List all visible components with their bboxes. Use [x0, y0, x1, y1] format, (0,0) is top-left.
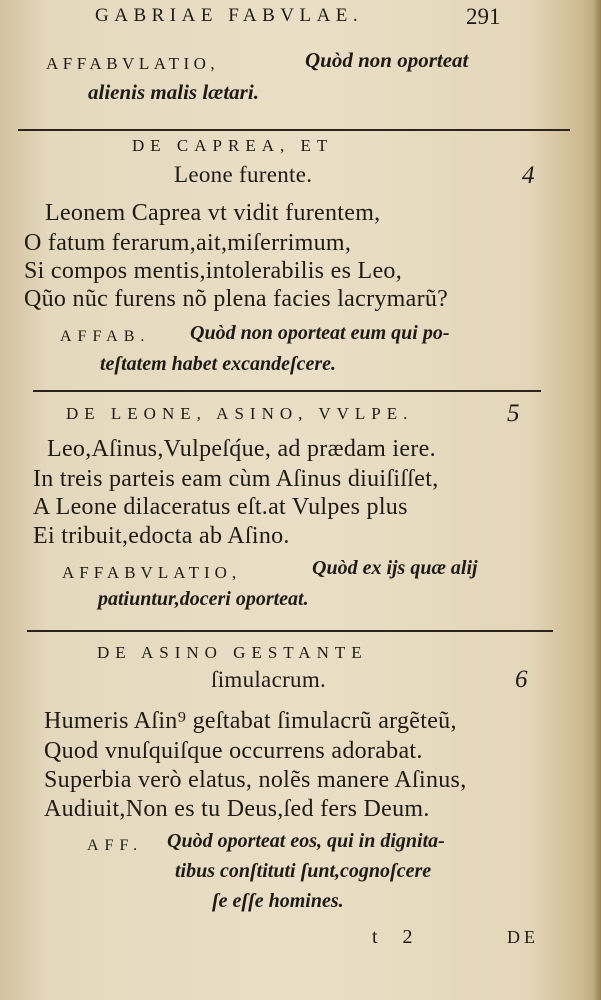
moral-label: AFFABVLATIO,: [62, 563, 242, 582]
verse-line: Quod vnuſquiſque occurrens adorabat.: [44, 738, 423, 764]
fable-title: Leone furente.: [174, 162, 313, 187]
verse-line: Qũo nũc furens nõ plena facies lacrymarũ?: [24, 286, 449, 312]
moral-text: alienis malis lætari.: [88, 80, 259, 104]
moral-label: AFF.: [87, 837, 144, 854]
moral-text: ſe eſſe homines.: [212, 890, 344, 912]
verse-line: O fatum ferarum,ait,miſerrimum,: [24, 230, 352, 256]
verse-line: In treis parteis eam cùm Aſinus diuiſiſſet,: [33, 466, 439, 492]
verse-line: Humeris Aſin⁹ geſtabat ſimulacrũ argẽteũ,: [44, 708, 457, 734]
verse-line: Ei tribuit,edocta ab Aſino.: [33, 523, 290, 549]
fable-title: DE ASINO GESTANTE: [97, 643, 368, 662]
moral-text: Quòd ex ijs quæ alij: [312, 557, 478, 579]
verse-line: Leo,Aſinus,Vulpeſq́ue, ad prædam iere.: [47, 436, 436, 462]
verse-line: A Leone dilaceratus eſt.at Vulpes plus: [33, 494, 408, 520]
verse-line: Si compos mentis,intolerabilis es Leo,: [24, 258, 403, 284]
moral-text: Quòd non oporteat eum qui po-: [190, 322, 450, 344]
signature-mark: t 2: [372, 926, 423, 948]
page-number: 291: [466, 4, 501, 29]
verse-line: Audiuit,Non es tu Deus,ſed fers Deum.: [44, 796, 430, 822]
moral-text: Quòd oporteat eos, qui in dignita-: [167, 830, 445, 852]
fable-title: DE LEONE, ASINO, VVLPE.: [66, 404, 414, 423]
moral-label: AFFAB.: [60, 328, 151, 345]
catchword: DE: [507, 927, 539, 947]
running-header: GABRIAE FABVLAE.: [95, 5, 364, 26]
moral-text: teſtatem habet excandeſcere.: [100, 353, 337, 375]
fable-title: ſimulacrum.: [211, 667, 327, 692]
fable-number: 6: [515, 666, 528, 693]
moral-text: Quòd non oporteat: [305, 48, 469, 72]
fable-title: DE CAPREA, ET: [132, 136, 334, 155]
section-divider: [27, 630, 553, 632]
moral-text: tibus conſtituti ſunt,cognoſcere: [175, 860, 432, 882]
fable-number: 4: [522, 162, 535, 189]
moral-text: patiuntur,doceri oporteat.: [98, 588, 309, 610]
verse-line: Superbia verò elatus, nolẽs manere Aſinus,: [44, 767, 467, 793]
moral-label: AFFABVLATIO,: [46, 54, 220, 73]
section-divider: [33, 390, 541, 392]
fable-number: 5: [507, 400, 520, 427]
verse-line: Leonem Caprea vt vidit furentem,: [45, 200, 381, 226]
section-divider: [18, 129, 570, 131]
